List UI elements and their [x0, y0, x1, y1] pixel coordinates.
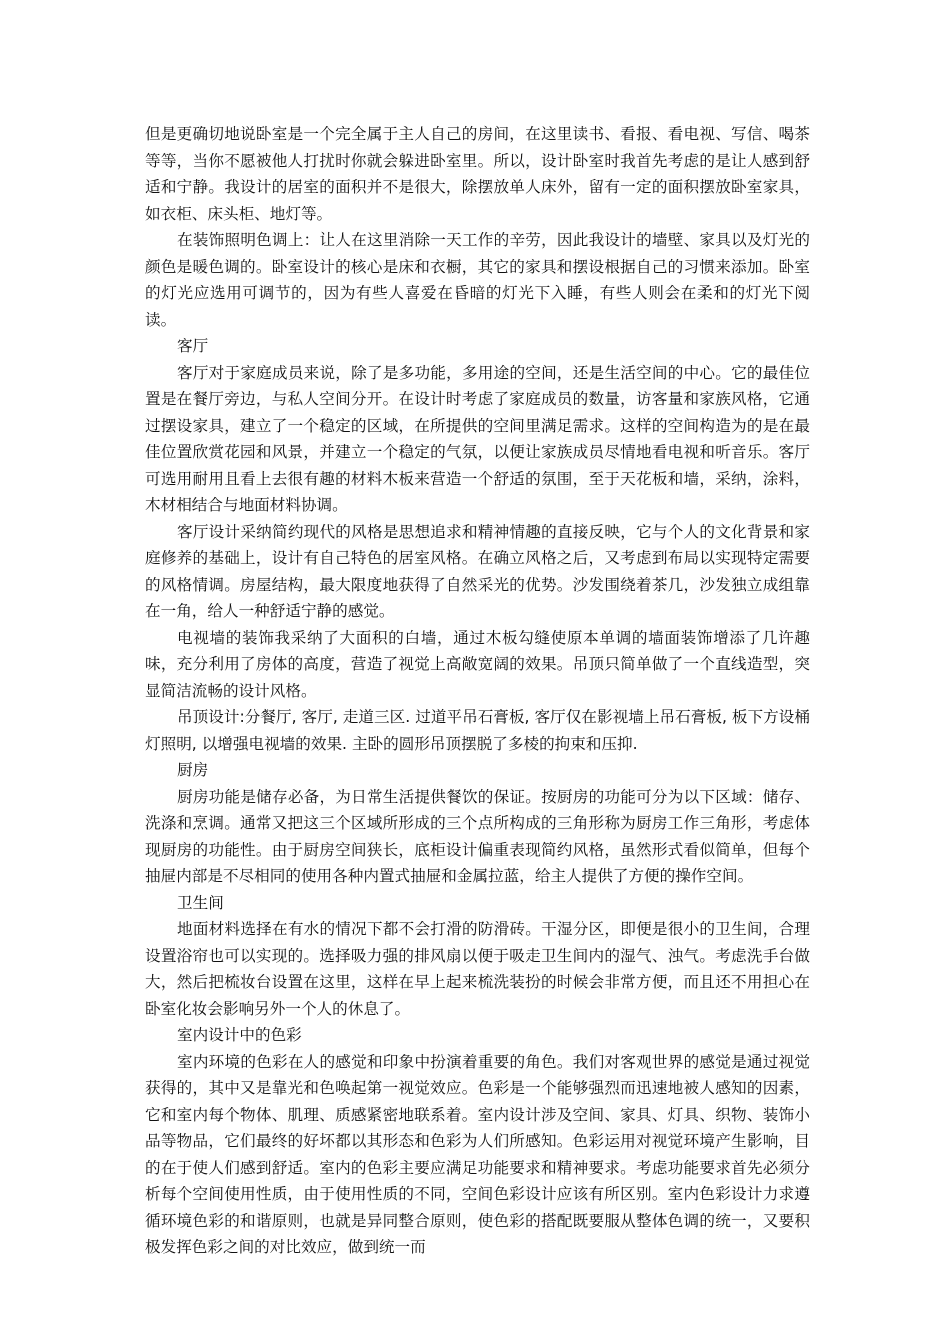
section-heading-living-room: 客厅	[177, 337, 209, 355]
document-page	[145, 121, 810, 1261]
section-heading-interior-color: 室内设计中的色彩	[177, 1026, 302, 1044]
paragraph-living-room-style: 客厅设计采纳简约现代的风格是思想追求和精神情趣的直接反映，它与个人的文化背景和家庭修养的基础上，设计有自己特色的居室风格。在确立风格之后，又考虑到布局以实现特定需要的风格情调。房屋结构，最大限度地获得了自然采光的优势。沙发围绕着茶几，沙发独立成组靠在一角，给人一种舒适宁静的感觉。	[145, 522, 810, 620]
paragraph-tv-wall: 电视墙的装饰我采纳了大面积的白墙，通过木板勾缝使原本单调的墙面装饰增添了几许趣味，充分利用了房体的高度，营造了视觉上高敞宽阔的效果。吊顶只简单做了一个直线造型，突显简洁流畅的设计风格。	[145, 628, 810, 700]
section-heading-kitchen: 厨房	[177, 761, 209, 779]
paragraph-ceiling-design: 吊顶设计:分餐厅, 客厅, 走道三区. 过道平吊石膏板, 客厅仅在影视墙上吊石膏板, 板下方设桶灯照明, 以增强电视墙的效果. 主卧的圆形吊顶摆脱了多棱的拘束和压抑.	[145, 708, 810, 753]
paragraph-bedroom-intro: 但是更确切地说卧室是一个完全属于主人自己的房间，在这里读书、看报、看电视、写信、喝茶等等，当你不愿被他人打扰时你就会躲进卧室里。所以，设计卧室时我首先考虑的是让人感到舒适和宁静。我设计的居室的面积并不是很大，除摆放单人床外，留有一定的面积摆放卧室家具，如衣柜、床头柜、地灯等。	[145, 125, 810, 223]
paragraph-bedroom-lighting: 在装饰照明色调上：让人在这里消除一天工作的辛劳，因此我设计的墙壁、家具以及灯光的颜色是暖色调的。卧室设计的核心是床和衣橱，其它的家具和摆设根据自己的习惯来添加。卧室的灯光应选用可调节的，因为有些人喜爱在昏暗的灯光下入睡，有些人则会在柔和的灯光下阅读。	[145, 231, 810, 329]
section-heading-bathroom: 卫生间	[177, 893, 224, 912]
paragraph-living-room-function: 客厅对于家庭成员来说，除了是多功能，多用途的空间，还是生活空间的中心。它的最佳位置是在餐厅旁边，与私人空间分开。在设计时考虑了家庭成员的数量，访客量和家族风格，它通过摆设家具，建立了一个稳定的区域，在所提供的空间里满足需求。这样的空间构造为的是在最佳位置欣赏花园和风景，并建立一个稳定的气氛，以便让家族成员尽情地看电视和听音乐。客厅可选用耐用且看上去很有趣的材料木板来营造一个舒适的氛围，至于天花板和墙，采纳，涂料，木材相结合与地面材料协调。	[145, 363, 810, 514]
paragraph-bathroom: 地面材料选择在有水的情况下都不会打滑的防滑砖。干湿分区，即便是很小的卫生间，合理设置浴帘也可以实现的。选择吸力强的排风扇以便于吸走卫生间内的湿气、浊气。考虑洗手台做大，然后把梳妆台设置在这里，这样在早上起来梳洗装扮的时候会非常方便，而且还不用担心在卧室化妆会影响另外一个人的休息了。	[145, 920, 810, 1018]
paragraph-kitchen: 厨房功能是储存必备，为日常生活提供餐饮的保证。按厨房的功能可分为以下区域：储存、洗涤和烹调。通常又把这三个区域所形成的三个点所构成的三角形称为厨房工作三角形，考虑体现厨房的功能性。由于厨房空间狭长，底柜设计偏重表现简约风格，虽然形式看似简单，但每个抽屉内部是不尽相同的使用各种内置式抽屉和金属拉蓝，给主人提供了方便的操作空间。	[145, 787, 810, 885]
paragraph-interior-color: 室内环境的色彩在人的感觉和印象中扮演着重要的角色。我们对客观世界的感觉是通过视觉获得的，其中又是靠光和色唤起第一视觉效应。色彩是一个能够强烈而迅速地被人感知的因素，它和室内每个物体、肌理、质感紧密地联系着。室内设计涉及空间、家具、灯具、织物、装饰小品等物品，它们最终的好坏都以其形态和色彩为人们所感知。色彩运用对视觉环境产生影响，目的在于使人们感到舒适。室内的色彩主要应满足功能要求和精神要求。考虑功能要求首先必须分析每个空间使用性质，由于使用性质的不同，空间色彩设计应该有所区别。室内色彩设计力求遵循环境色彩的和谐原则，也就是异同整合原则，使色彩的搭配既要服从整体色调的统一，又要积极发挥色彩之间的对比效应，做到统一而	[145, 1052, 810, 1256]
